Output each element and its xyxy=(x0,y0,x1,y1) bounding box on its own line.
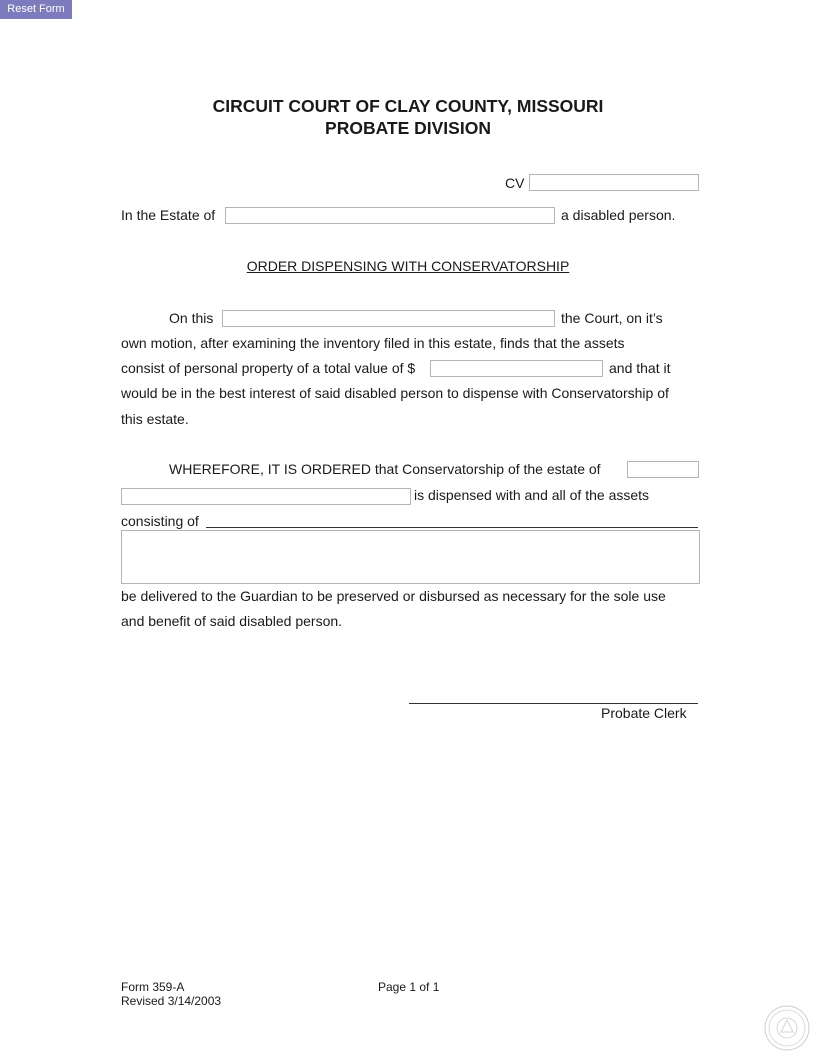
para2-line3-prefix: consisting of xyxy=(121,513,199,529)
para2-lead: WHEREFORE, IT IS ORDERED that Conservatorship of the estate of xyxy=(169,461,601,477)
page-number: Page 1 of 1 xyxy=(378,980,440,994)
para2-line4: be delivered to the Guardian to be preserved or disbursed as necessary for the sole use xyxy=(121,588,666,604)
estate-name-input[interactable] xyxy=(225,207,555,224)
para1-line2: own motion, after examining the inventory filed in this estate, finds that the assets xyxy=(121,335,625,351)
signature-line xyxy=(409,703,698,704)
para2-line5: and benefit of said disabled person. xyxy=(121,613,343,629)
order-date-input[interactable] xyxy=(222,310,555,327)
court-title: CIRCUIT COURT OF CLAY COUNTY, MISSOURI xyxy=(212,96,604,116)
total-value-input[interactable] xyxy=(430,360,603,377)
para1-line3-prefix: consist of personal property of a total value of $ xyxy=(121,360,416,376)
para1-line5: this estate. xyxy=(121,411,189,427)
para1-after-date: the Court, on it’s xyxy=(561,310,663,326)
court-seal-icon xyxy=(763,1004,811,1052)
estate-prefix: In the Estate of xyxy=(121,207,216,223)
case-number-input[interactable] xyxy=(529,174,699,191)
order-title: ORDER DISPENSING WITH CONSERVATORSHIP xyxy=(246,258,570,274)
revised-date: Revised 3/14/2003 xyxy=(121,994,222,1008)
para2-line2-suffix: is dispensed with and all of the assets xyxy=(414,487,650,503)
case-number-label: CV xyxy=(505,175,525,191)
estate-suffix: a disabled person. xyxy=(561,207,676,223)
division-title: PROBATE DIVISION xyxy=(325,118,491,138)
probate-clerk-label: Probate Clerk xyxy=(601,705,687,721)
estate-of-input-b[interactable] xyxy=(121,488,411,505)
para1-lead: On this xyxy=(169,310,214,326)
para1-line4: would be in the best interest of said disabled person to dispense with Conservatorship of xyxy=(121,385,669,401)
assets-underline xyxy=(206,527,698,528)
assets-description-input[interactable] xyxy=(121,530,700,584)
estate-of-input-a[interactable] xyxy=(627,461,699,478)
reset-form-button[interactable]: Reset Form xyxy=(0,0,72,19)
para1-line3-suffix: and that it xyxy=(609,360,671,376)
form-number: Form 359-A xyxy=(121,980,185,994)
